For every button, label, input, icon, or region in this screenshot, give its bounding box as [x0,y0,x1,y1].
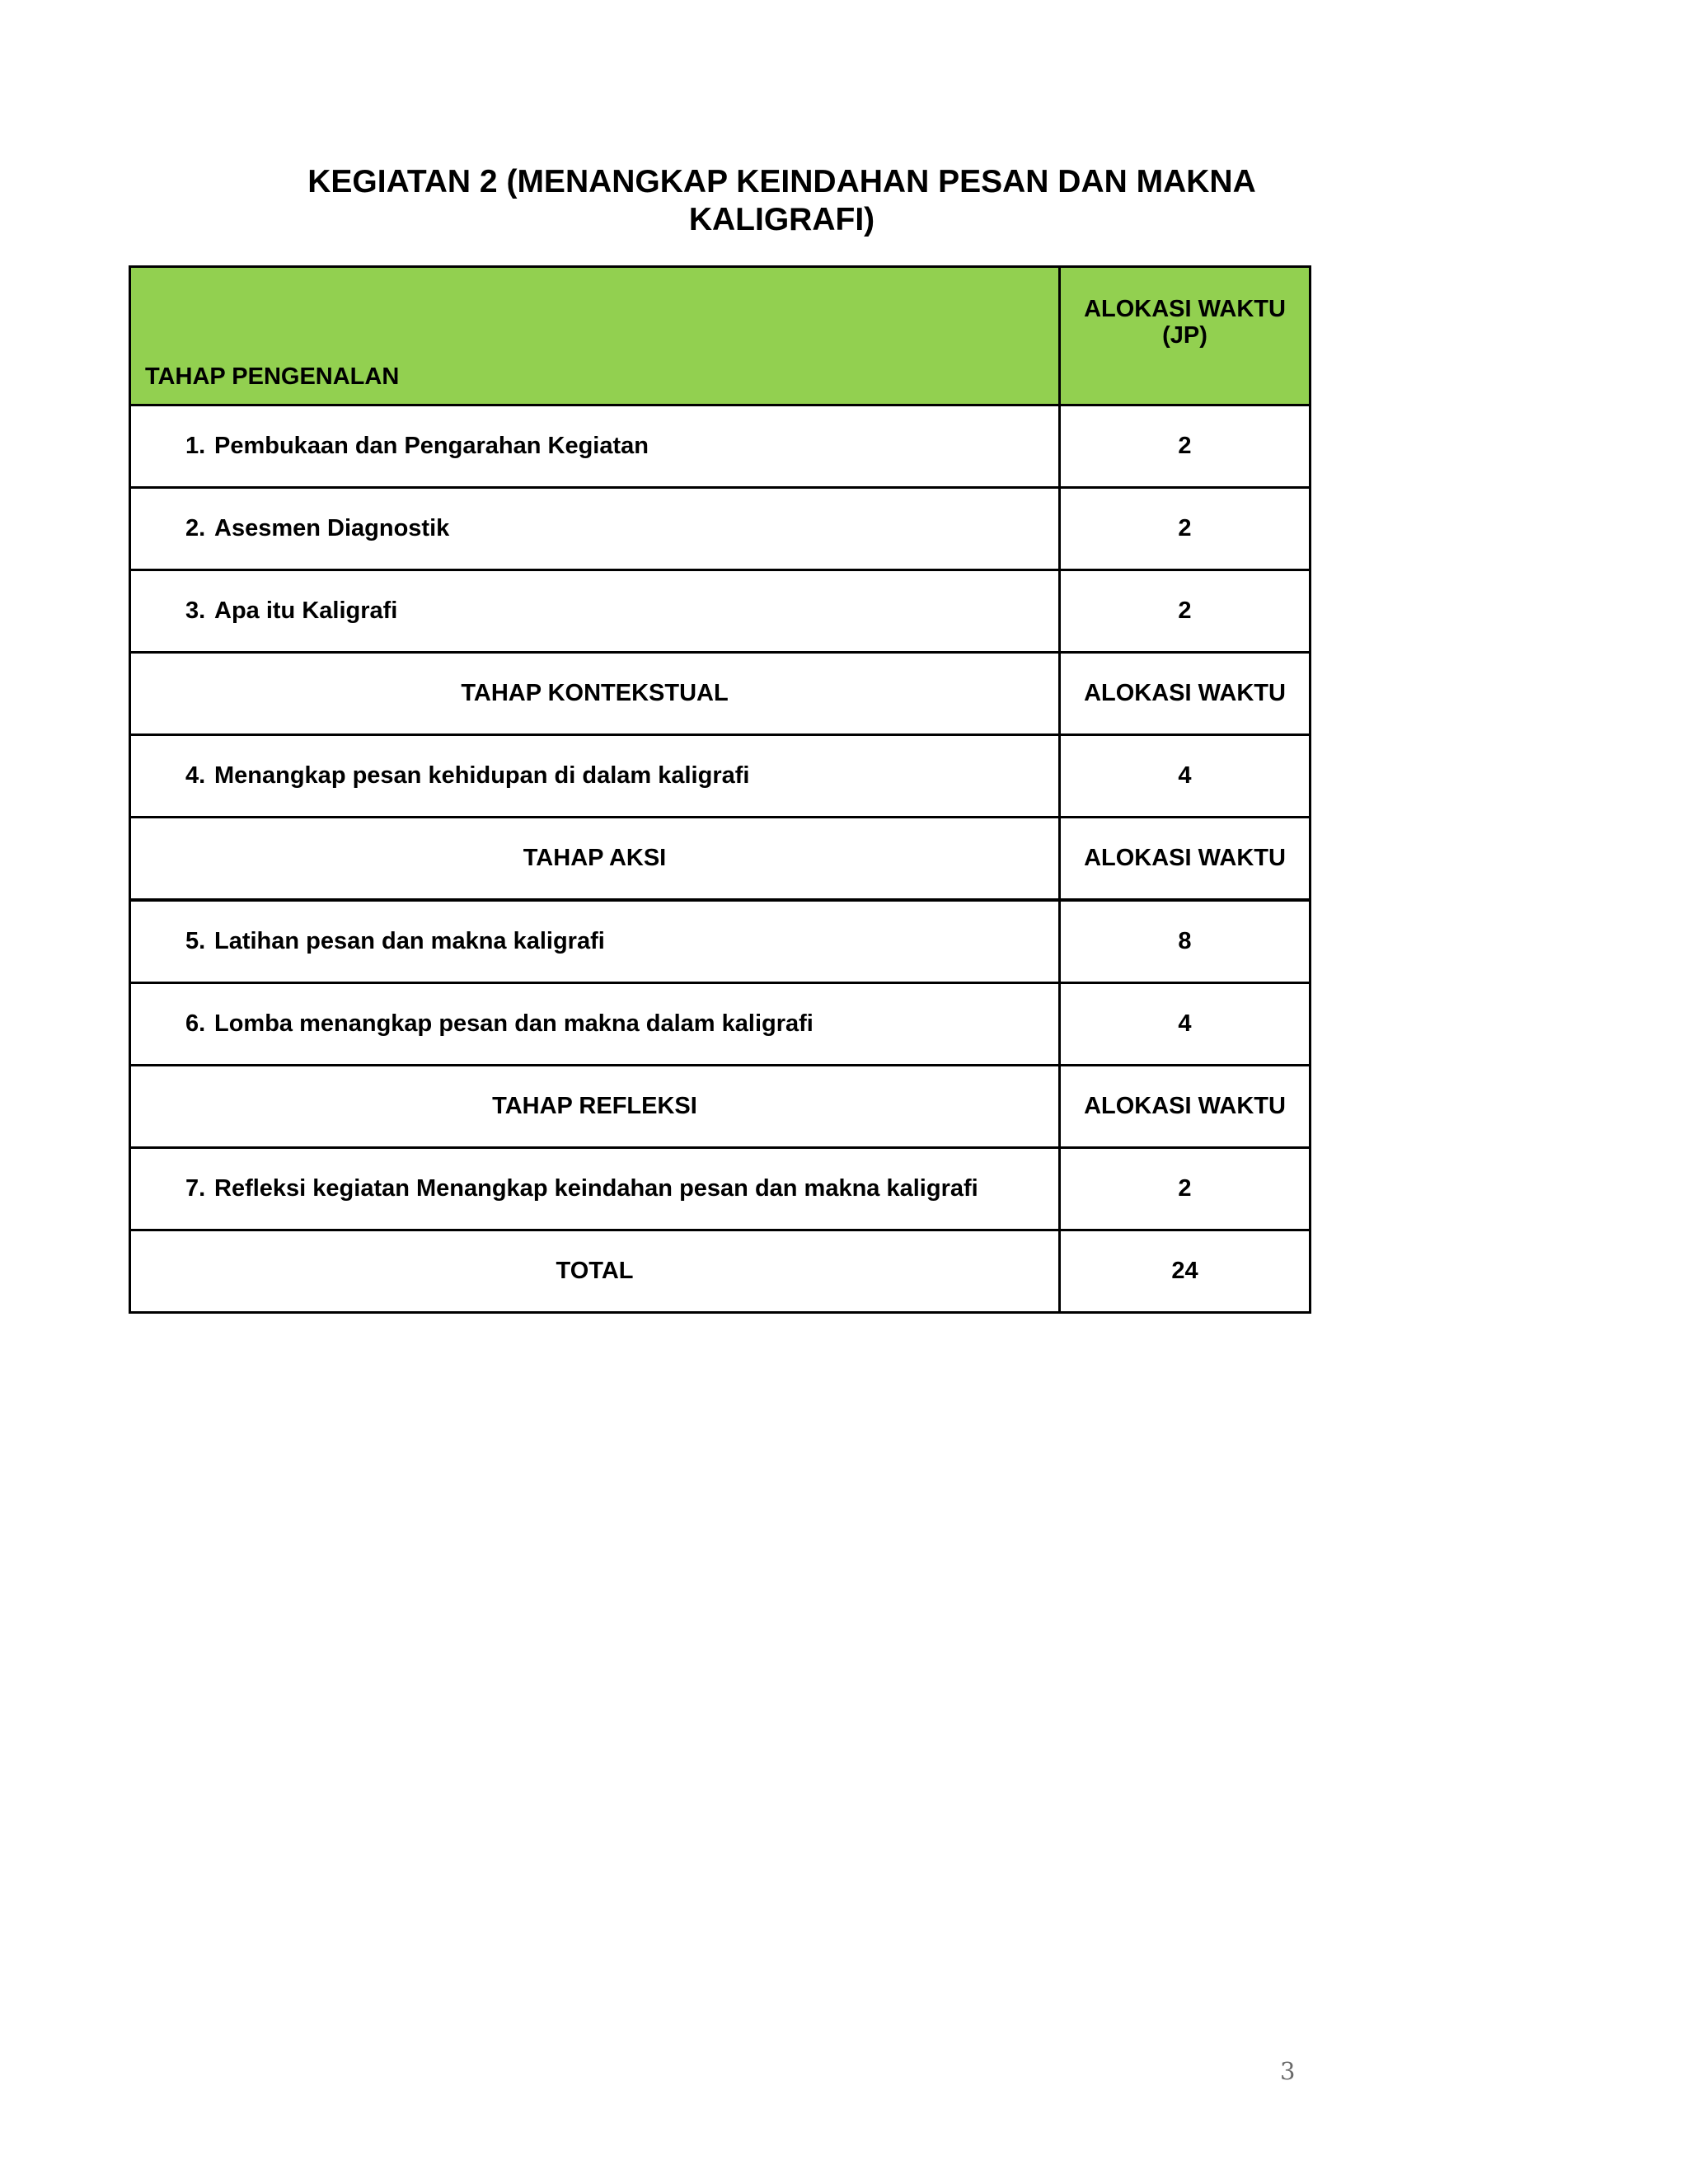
section-time-header: ALOKASI WAKTU [1060,1066,1311,1148]
table-row [130,405,1311,488]
total-row [130,1230,1311,1313]
activity-number: 2. [185,515,206,541]
section-title: TAHAP AKSI [130,818,1060,901]
activity-number: 5. [185,928,206,954]
page-title [128,163,1436,239]
activity-label: Refleksi kegiatan Menangkap keindahan pesan dan makna kaligrafi [214,1175,978,1202]
time-value: 4 [1060,983,1311,1066]
title-line-1: KEGIATAN 2 (MENANGKAP KEINDAHAN PESAN DAN MAKNA [307,164,1256,199]
section-title: TAHAP REFLEKSI [130,1066,1060,1148]
activity-label: Lomba menangkap pesan dan makna dalam kaligrafi [214,1010,814,1037]
activity-number: 1. [185,433,206,459]
time-value: 2 [1060,488,1311,570]
activity-cell [130,983,1060,1066]
section-row [130,818,1311,901]
page-number: 3 [1280,2057,1296,2085]
section-row [130,653,1311,735]
total-label: TOTAL [130,1230,1060,1313]
time-value: 2 [1060,1148,1311,1230]
activity-number: 7. [185,1175,206,1202]
header-time-line-2: (JP) [1162,322,1207,349]
activity-cell [130,1148,1060,1230]
time-value: 4 [1060,735,1311,818]
activity-number: 6. [185,1010,206,1037]
header-time-allocation [1060,267,1311,405]
table-header-row [130,267,1311,405]
activity-label: Menangkap pesan kehidupan di dalam kaligrafi [214,762,750,789]
activity-label: Latihan pesan dan makna kaligrafi [214,928,605,954]
activity-cell [130,570,1060,653]
activity-number: 4. [185,762,206,789]
section-title: TAHAP KONTEKSTUAL [130,653,1060,735]
section-time-header: ALOKASI WAKTU [1060,818,1311,901]
table-row [130,900,1311,983]
header-stage-label: TAHAP PENGENALAN [130,267,1060,405]
table-row [130,735,1311,818]
time-value: 8 [1060,900,1311,983]
header-time-line-1: ALOKASI WAKTU [1084,296,1286,322]
table-row [130,1148,1311,1230]
activity-cell [130,488,1060,570]
table-row [130,983,1311,1066]
activity-label: Apa itu Kaligrafi [214,598,398,624]
activity-cell [130,735,1060,818]
time-value: 2 [1060,405,1311,488]
activity-number: 3. [185,598,206,624]
section-row [130,1066,1311,1148]
title-line-2: KALIGRAFI) [688,202,875,237]
table-row [130,488,1311,570]
activity-cell [130,405,1060,488]
section-time-header: ALOKASI WAKTU [1060,653,1311,735]
activity-label: Pembukaan dan Pengarahan Kegiatan [214,433,649,459]
table-row [130,570,1311,653]
activity-schedule-table [129,265,1311,1314]
time-value: 2 [1060,570,1311,653]
total-value: 24 [1060,1230,1311,1313]
activity-cell [130,900,1060,983]
activity-label: Asesmen Diagnostik [214,515,450,541]
